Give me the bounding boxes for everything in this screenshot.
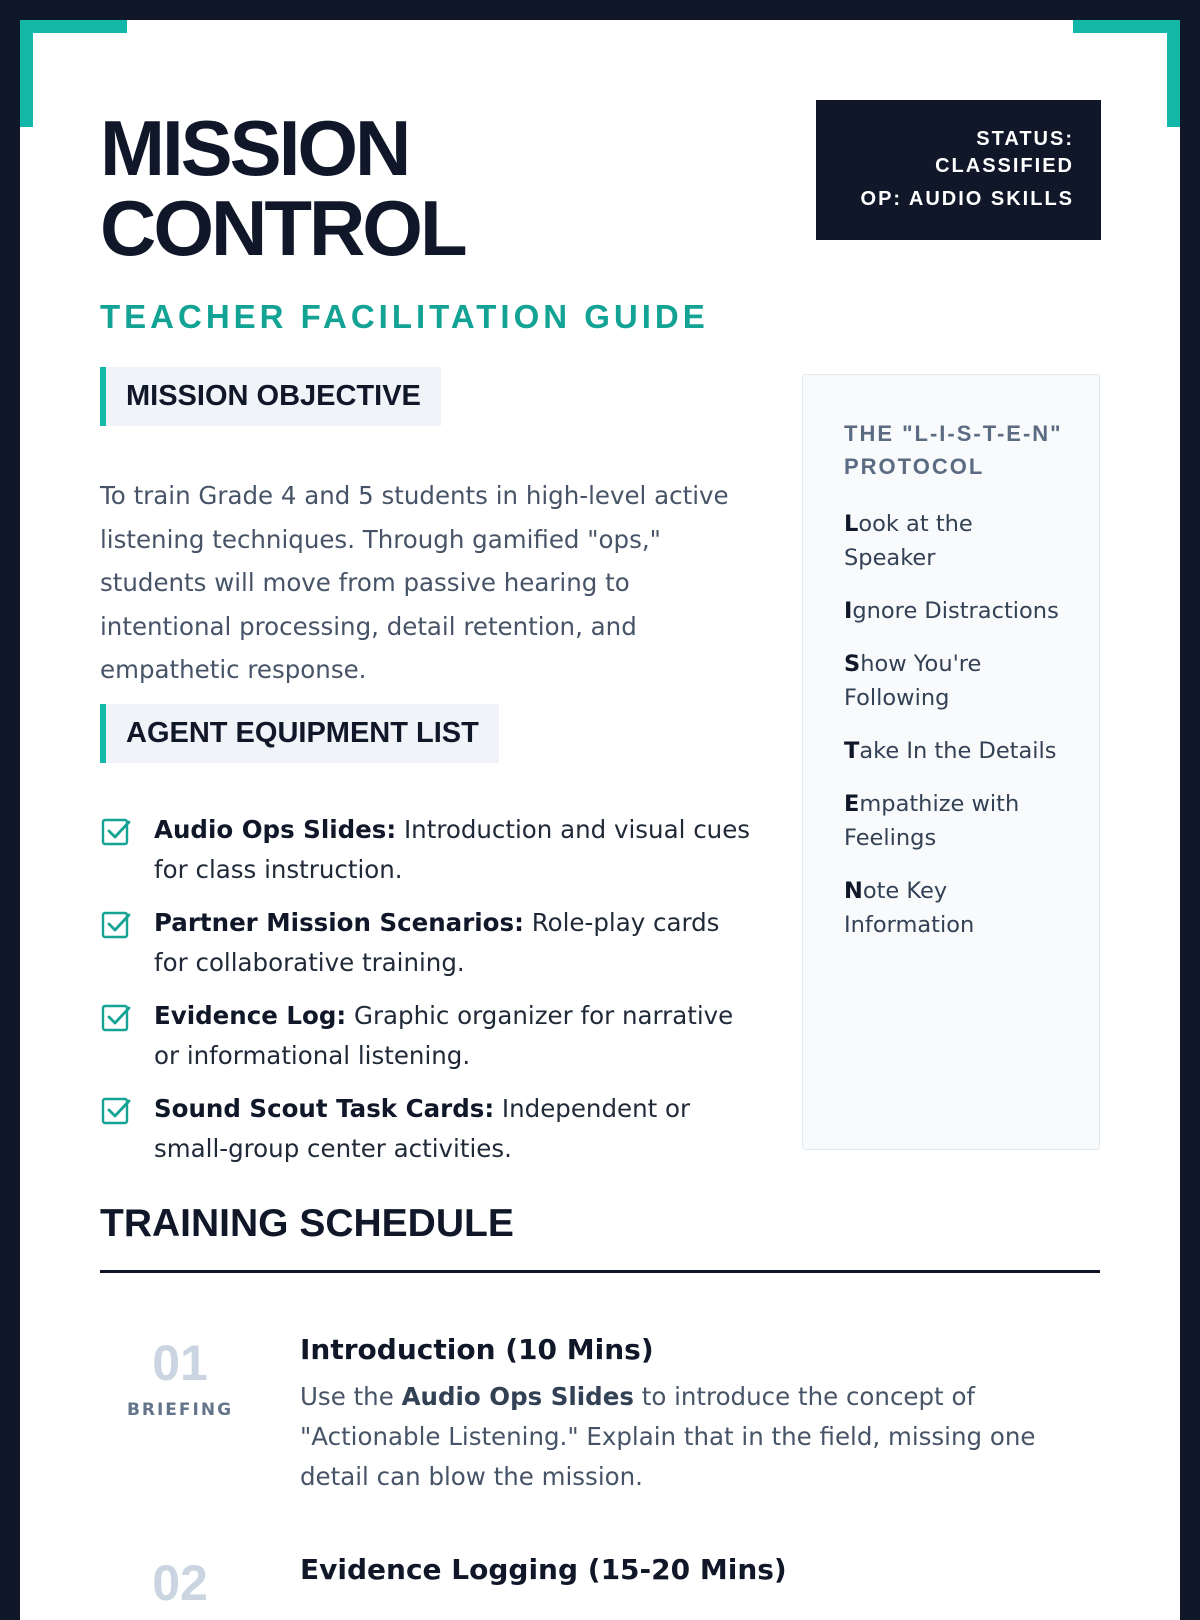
protocol-item bbox=[844, 734, 1069, 768]
corner-accent-top-left bbox=[20, 20, 127, 33]
step-number: 01 bbox=[152, 1335, 208, 1391]
equipment-desc: Graphic organizer for narrative or informational listening. bbox=[154, 1001, 734, 1070]
list-item bbox=[100, 996, 760, 1076]
list-item bbox=[100, 903, 760, 983]
equipment-name: Partner Mission Scenarios: bbox=[154, 908, 524, 937]
corner-accent-top-right-vertical bbox=[1167, 20, 1180, 127]
check-square-icon bbox=[100, 816, 132, 848]
equipment-name: Sound Scout Task Cards: bbox=[154, 1094, 495, 1123]
status-badge bbox=[816, 100, 1101, 240]
protocol-letter: E bbox=[844, 791, 860, 817]
equipment-name: Audio Ops Slides: bbox=[154, 815, 397, 844]
protocol-text: ote Key Information bbox=[844, 878, 975, 938]
page-subtitle: TEACHER FACILITATION GUIDE bbox=[100, 298, 709, 335]
equipment-heading: AGENT EQUIPMENT LIST bbox=[100, 704, 499, 763]
list-item bbox=[100, 1089, 760, 1169]
protocol-item bbox=[844, 874, 1069, 942]
protocol-letter: I bbox=[844, 598, 853, 624]
protocol-item bbox=[844, 647, 1069, 715]
list-item bbox=[100, 810, 760, 890]
protocol-text: how You're Following bbox=[844, 651, 982, 711]
protocol-text: gnore Distractions bbox=[852, 598, 1059, 624]
protocol-letter: S bbox=[844, 651, 861, 677]
operation-text: OP: AUDIO SKILLS bbox=[860, 188, 1074, 210]
protocol-letter: T bbox=[844, 738, 860, 764]
protocol-item bbox=[844, 594, 1069, 628]
protocol-list bbox=[844, 507, 1069, 942]
corner-accent-top-left-vertical bbox=[20, 20, 33, 127]
step-number: 02 bbox=[152, 1555, 208, 1611]
protocol-item bbox=[844, 787, 1069, 855]
protocol-text: ook at the Speaker bbox=[844, 511, 973, 571]
step-body-text: Use the bbox=[300, 1382, 402, 1411]
guide-page bbox=[20, 20, 1180, 1620]
objective-text: To train Grade 4 and 5 students in high-level active listening techniques. Through gamified "ops," students will move from passive hearing to intentional processing, detail retention, and empathetic response. bbox=[100, 481, 729, 684]
check-square-icon bbox=[100, 1002, 132, 1034]
step-label: BRIEFING bbox=[126, 1400, 234, 1420]
step-title: Introduction (10 Mins) bbox=[300, 1333, 654, 1366]
step-body-text-end: to introduce the concept of "Actionable Listening." Explain that in the field, missing one detail can blow the mission. bbox=[300, 1382, 1036, 1491]
schedule-divider bbox=[100, 1270, 1100, 1273]
equipment-desc: Role-play cards for collaborative training. bbox=[154, 908, 720, 977]
equipment-desc: Introduction and visual cues for class instruction. bbox=[154, 815, 751, 884]
listen-protocol-panel bbox=[802, 374, 1100, 1150]
check-square-icon bbox=[100, 909, 132, 941]
title-line-2: CONTROL bbox=[100, 184, 465, 272]
equipment-name: Evidence Log: bbox=[154, 1001, 347, 1030]
protocol-letter: L bbox=[844, 511, 859, 537]
protocol-item bbox=[844, 507, 1069, 575]
equipment-list bbox=[100, 810, 760, 1182]
protocol-letter: N bbox=[844, 878, 863, 904]
step-body-highlight: Audio Ops Slides bbox=[401, 1382, 634, 1411]
corner-accent-top-right bbox=[1073, 20, 1180, 33]
title-line-1: MISSION bbox=[100, 104, 409, 192]
objective-heading: MISSION OBJECTIVE bbox=[100, 367, 441, 426]
step-body bbox=[300, 1377, 1080, 1497]
step-title: Evidence Logging (15-20 Mins) bbox=[300, 1553, 787, 1586]
protocol-text: mpathize with Feelings bbox=[844, 791, 1020, 851]
schedule-heading: TRAINING SCHEDULE bbox=[100, 1202, 514, 1245]
status-text: STATUS: CLASSIFIED bbox=[935, 128, 1074, 177]
protocol-text: ake In the Details bbox=[859, 738, 1057, 764]
page-title bbox=[100, 104, 465, 272]
check-square-icon bbox=[100, 1095, 132, 1127]
protocol-heading: THE "L-I-S-T-E-N" PROTOCOL bbox=[844, 421, 1063, 479]
equipment-desc: Independent or small-group center activities. bbox=[154, 1094, 691, 1163]
